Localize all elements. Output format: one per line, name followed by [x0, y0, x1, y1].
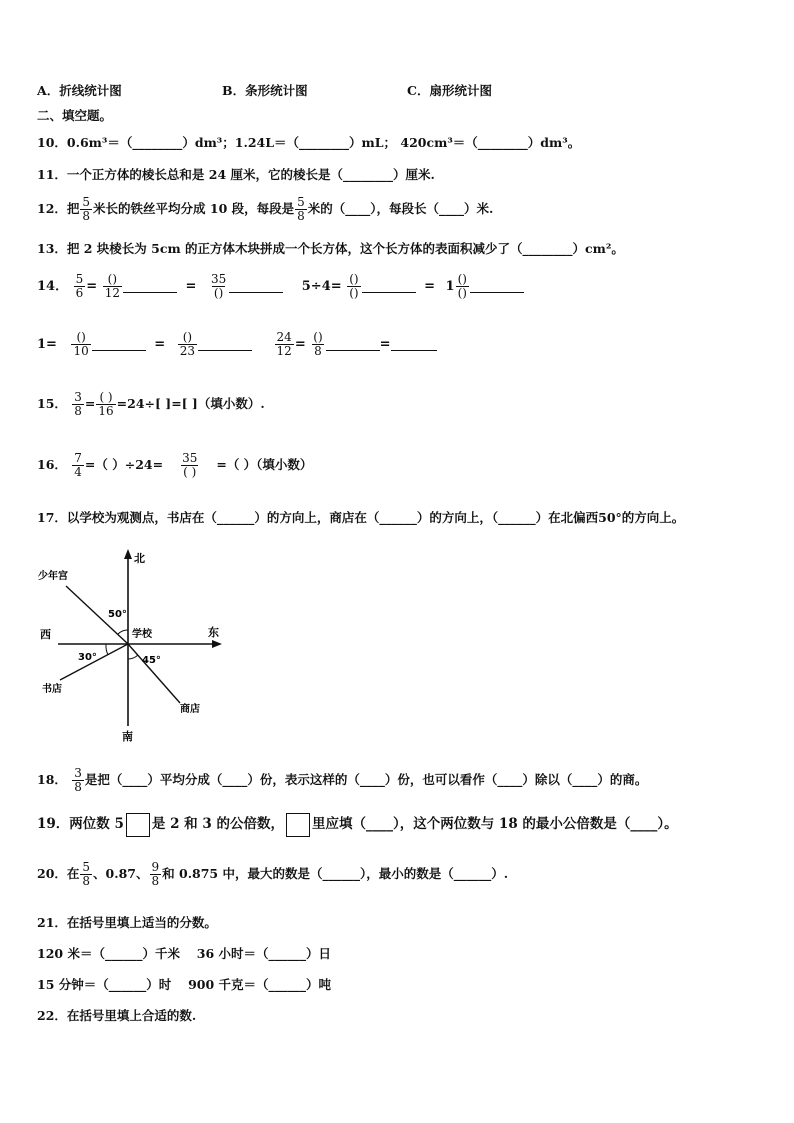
- answer-blank[interactable]: [391, 338, 437, 351]
- numerator: 5: [75, 272, 84, 286]
- fraction: [456, 273, 469, 300]
- question-14-row2: [37, 331, 437, 358]
- numerator: 24: [276, 330, 292, 344]
- numerator: (): [349, 272, 359, 286]
- q16-tail: =（ ）（填小数）: [216, 457, 313, 472]
- denominator: 8: [297, 209, 305, 223]
- fraction: [74, 273, 86, 300]
- question-11: 11．一个正方体的棱长总和是 24 厘米，它的棱长是（________）厘米.: [37, 167, 435, 182]
- option-a: A．折线统计图: [37, 83, 122, 98]
- numerator: 5: [82, 860, 91, 874]
- numerator: 9: [151, 860, 160, 874]
- denominator: 8: [74, 780, 82, 794]
- fraction: [103, 273, 122, 300]
- q15-number: 15．: [37, 396, 67, 411]
- answer-blank[interactable]: [229, 280, 283, 293]
- numerator: 3: [74, 766, 82, 780]
- numerator: ( ): [99, 390, 113, 404]
- denominator: 8: [151, 874, 160, 888]
- denominator: 8: [82, 209, 91, 223]
- angle-arc-45: [128, 655, 138, 659]
- numerator: 7: [74, 451, 82, 465]
- equals: =: [185, 279, 197, 294]
- numerator: 35: [210, 272, 227, 286]
- fraction: [150, 861, 162, 888]
- question-10: 10．0.6m³＝（________）dm³；1.24L＝（________）mL； 420cm³＝（________）dm³。: [37, 135, 581, 150]
- answer-blank[interactable]: [123, 280, 177, 293]
- equals: =: [294, 337, 306, 352]
- label-south: 南: [122, 730, 133, 742]
- label-bookstore: 书店: [42, 684, 62, 695]
- question-12: [37, 196, 493, 223]
- numerator: (): [313, 330, 323, 344]
- denominator: 10: [73, 344, 89, 358]
- q12-pre: 12．把: [37, 201, 80, 216]
- denominator: (): [457, 286, 467, 300]
- q12-mid2: 米的（____），每段长（____）米.: [307, 201, 494, 216]
- q19-pre: 19．两位数 5: [37, 816, 124, 832]
- question-18: [37, 767, 647, 794]
- q18-number: 18．: [37, 772, 67, 787]
- numerator: 35: [182, 451, 198, 465]
- denominator: 8: [74, 404, 82, 418]
- label-north: 北: [134, 552, 145, 565]
- denominator: ( ): [183, 465, 197, 479]
- option-c: C．扇形统计图: [407, 83, 492, 98]
- fraction: [72, 391, 84, 418]
- denominator: 8: [314, 344, 322, 358]
- denominator: (): [349, 286, 359, 300]
- denominator: 23: [179, 344, 196, 358]
- denominator: 6: [75, 286, 84, 300]
- q12-mid1: 米长的铁丝平均分成 10 段，每段是: [93, 201, 295, 216]
- q18-tail: 是把（____）平均分成（____）份，表示这样的（____）份，也可以看作（____）除以（____）的商。: [84, 772, 648, 787]
- fraction: [275, 331, 294, 358]
- question-17: 17．以学校为观测点，书店在（______）的方向上，商店在（______）的方向上，（______）在北偏西50°的方向上。: [37, 510, 685, 525]
- question-15: [37, 391, 265, 418]
- denominator: (): [213, 286, 224, 300]
- fraction: [80, 861, 92, 888]
- question-19: [37, 811, 678, 837]
- q19-tail: 里应填（____），这个两位数与 18 的最小公倍数是（____）。: [311, 816, 678, 832]
- direction-diagram: [36, 546, 236, 742]
- whole-number: 1: [445, 279, 455, 294]
- q16-number: 16．: [37, 457, 67, 472]
- option-b: B．条形统计图: [222, 83, 308, 98]
- ray-shop: [128, 644, 180, 703]
- question-21: 21．在括号里填上适当的分数。: [37, 915, 217, 930]
- fraction: [72, 767, 84, 794]
- equals: =: [154, 337, 166, 352]
- fraction: [347, 273, 360, 300]
- question-20: [37, 861, 508, 888]
- fraction: [71, 331, 90, 358]
- numerator: (): [182, 330, 193, 344]
- section-title: 二、填空题。: [37, 108, 113, 123]
- one-equals: 1=: [37, 337, 57, 352]
- numerator: (): [107, 272, 118, 286]
- q19-mid: 是 2 和 3 的公倍数，: [151, 816, 284, 832]
- denominator: 8: [82, 874, 91, 888]
- denominator: 4: [74, 465, 82, 479]
- label-angle-45: 45°: [142, 655, 161, 666]
- q15-tail: =24÷[ ]=[ ]（填小数）.: [116, 396, 265, 411]
- angle-arc-50: [118, 630, 128, 634]
- label-east: 东: [208, 626, 219, 639]
- answer-blank[interactable]: [362, 280, 416, 293]
- question-21-line2: 15 分钟＝（______）时 900 千克＝（______）吨: [37, 977, 332, 992]
- numerator: (): [457, 272, 467, 286]
- numerator: 5: [297, 195, 305, 209]
- label-west: 西: [40, 628, 51, 641]
- denominator: 12: [104, 286, 120, 300]
- east-arrow-icon: [212, 640, 222, 648]
- fraction: [209, 273, 228, 300]
- numerator: 3: [74, 390, 82, 404]
- question-14-row1: [37, 273, 524, 300]
- q16-mid: =（ ）÷24=: [84, 457, 164, 472]
- division-expression: 5÷4=: [301, 279, 342, 294]
- equals: =: [379, 337, 391, 352]
- answer-blank[interactable]: [198, 338, 252, 351]
- answer-blank[interactable]: [326, 338, 380, 351]
- fraction: [295, 196, 307, 223]
- equals: =: [84, 396, 96, 411]
- answer-blank[interactable]: [470, 280, 524, 293]
- label-angle-50: 50°: [108, 609, 127, 620]
- answer-blank[interactable]: [92, 338, 146, 351]
- q20-mid: 、0.87、: [93, 866, 149, 881]
- denominator: 12: [276, 344, 292, 358]
- numerator: 5: [82, 195, 91, 209]
- label-angle-30: 30°: [78, 652, 97, 663]
- label-school: 学校: [132, 629, 152, 640]
- digit-box[interactable]: [126, 813, 150, 837]
- question-16: [37, 452, 312, 479]
- question-21-line1: 120 米＝（______）千米 36 小时＝（______）日: [37, 946, 332, 961]
- north-arrow-icon: [124, 549, 132, 559]
- question-22: 22．在括号里填上合适的数.: [37, 1008, 197, 1023]
- q20-pre: 20．在: [37, 866, 80, 881]
- fraction: [311, 331, 324, 358]
- label-shop: 商店: [180, 704, 200, 715]
- equals: =: [86, 279, 98, 294]
- fraction: [164, 452, 215, 479]
- equals: =: [424, 279, 435, 294]
- q14-number: 14．: [37, 279, 69, 294]
- denominator: 16: [98, 404, 114, 418]
- q20-tail: 和 0.875 中，最大的数是（______），最小的数是（______）.: [162, 866, 509, 881]
- fraction: [72, 452, 84, 479]
- angle-arc-30: [106, 644, 108, 655]
- fraction: [80, 196, 92, 223]
- numerator: (): [76, 330, 86, 344]
- label-youth-palace: 少年宫: [38, 571, 68, 582]
- fraction: [178, 331, 197, 358]
- question-13: 13．把 2 块棱长为 5cm 的正方体木块拼成一个长方体，这个长方体的表面积减少了（________）cm²。: [37, 241, 624, 256]
- fraction: [96, 391, 115, 418]
- digit-box[interactable]: [286, 813, 310, 837]
